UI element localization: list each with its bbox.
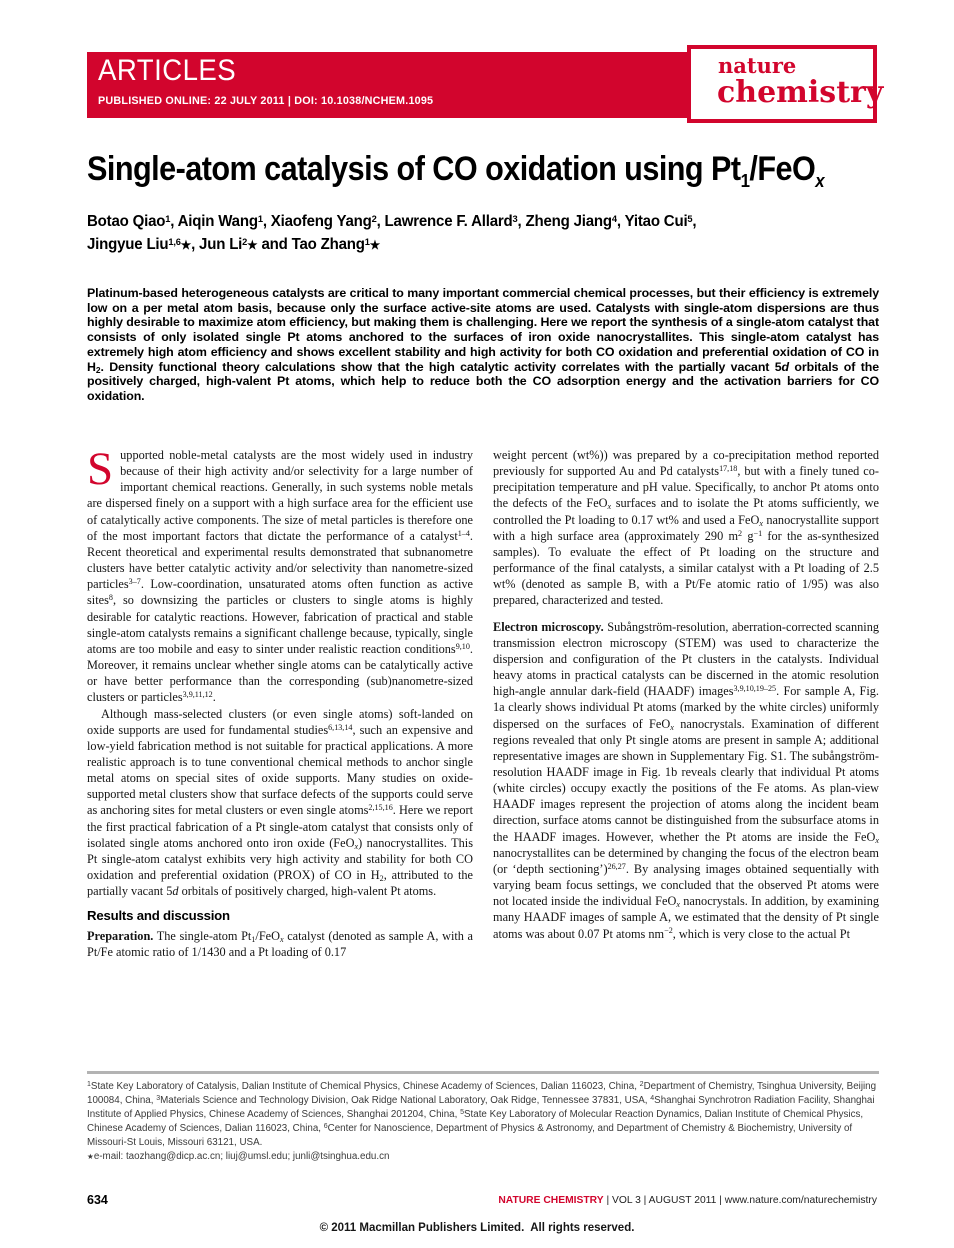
footer-journal-line [498,1195,877,1206]
logo-word-nature: nature [718,53,797,78]
paragraph-electron-microscopy: Electron microscopy. Subångström-resolution, aberration-corrected scanning transmission electron microscopy (STEM) was used to characterize the dispersion and configuration of the Pt clusters in the catalysts. Individual heavy atoms in practical catalysts can be discerned in the atomic resolution high-angle annular dark-field (HAADF) images$^{3,9,10,19-25}$. For sample A, Fig. 1a clearly shows individual Pt atoms (marked by the white circles) uniformly dispersed on the surfaces of FeO$_x$ nanocrystals. Examination of different regions revealed that only Pt single atoms are present in sample A; additional representative images are shown in Supplementary Fig. S1. The subångström-resolution HAADF image in Fig. 1b reveals clearly that individual Pt atoms (white circles) occupy exactly the positions of the Fe atoms. As plan-view HAADF images represent the projection of atoms along the incident beam direction, surface atoms cannot be distinguished from the subsurface atoms in the HAADF images. However, whether the Pt atoms are inside the FeO$_x$ nanocrystallites can be determined by changing the focus of the electron beam (or ‘depth sectioning’)$^{26,27}$. By analysing images obtained sequentially with varying beam focus settings, we concluded that the observed Pt atoms were not located inside the individual FeO$_x$ nanocrystals. In addition, by examining many HAADF images of sample A, we estimated that the density of Pt single atoms was about 0.07 Pt atoms $nm^{-2}$, which is very close to the actual Pt [493,619,879,941]
articles-kicker: ARTICLES [98,54,237,87]
paragraph-intro-text: upported noble-metal catalysts are the most widely used in industry because of their high activity and/or selectivity for a large number of important chemical reactions. Generally, in such systems noble metals are dispersed finely on a support with a high surface area for the efficient use of catalytically active components. The size of metal particles is therefore one of the most important factors that dictate the performance of a catalyst$^{1-4}$. Recent theoretical and experimental results demonstrated that subnanometre clusters have better catalytic activity and/or selectivity than nanometre-sized particles$^{3-7}$. Low-coordination, unsaturated atoms often function as active sites$^8$, so downsizing the particles or clusters to single atoms is highly desirable for catalytic reactions. However, fabrication of practical and stable single-atom catalysts remains a significant challenge because, typically, single atoms are too mobile and easy to sinter under realistic reaction conditions$^{9,10}$. Moreover, it remains unclear whether single atoms can be catalytically active or have better performance than the corresponding (sub)nanometre-sized clusters or particles$^{3,9,11,12}$. [87,448,473,705]
email-links[interactable]: ★e-mail: taozhang@dicp.ac.cn; liuj@umsl.edu; junli@tsinghua.edu.cn [87,1150,390,1162]
body-column-left [87,447,473,960]
nature-chemistry-logo [687,45,884,123]
footer-url[interactable]: www.nature.com/naturechemistry [724,1195,877,1206]
logo-word-chemistry: chemistry [717,75,884,110]
header-band [87,52,687,118]
paragraph-preparation: Preparation. The single-atom $Pt_1/FeO_x$ catalyst (denoted as sample A, with a Pt/Fe atomic ratio of 1/1430 and a Pt loading of 0.17 [87,928,473,959]
drop-cap: S [87,447,114,495]
paragraph-intro [87,447,473,706]
paragraph-although: Although mass-selected clusters (or even single atoms) soft-landed on oxide supports are used for fundamental studies$^{6,13,14}$, such an expensive and low-yield fabrication method is not suitable for practical applications. A more realistic approach is to tune conventional chemical methods to anchor single metal atoms on special sites of oxide supports. Many studies on oxide-supported metal clusters show that surface defects of the supports could serve as anchoring sites for metal clusters or even single atoms$^{2,15,16}$. Here we report the first practical fabrication of a Pt single-atom catalyst that consists only of isolated single atoms anchored onto iron oxide (FeO$_x$) nanocrystallites. This Pt single-atom catalyst exhibits very high activity and stability for both CO oxidation and preferential oxidation (PROX) of CO in $H_2$, attributed to the partially vacant 5d orbitals of positively charged, high-valent Pt atoms. [87,706,473,899]
affiliations: $^1$State Key Laboratory of Catalysis, Dalian Institute of Chemical Physics, Chinese Academy of Sciences, Dalian 116023, China, $^2$Department of Chemistry, Tsinghua University, Beijing 100084, China, $^3$Materials Science and Technology Division, Oak Ridge National Laboratory, Oak Ridge, Tennessee 37831, USA, $^4$Shanghai Synchrotron Radiation Facility, Shanghai Institute of Applied Physics, Chinese Academy of Sciences, Shanghai 201204, China, $^5$State Key Laboratory of Molecular Reaction Dynamics, Dalian Institute of Chemical Physics, Chinese Academy of Sciences, Dalian 116023, China, $^6$Center for Nanoscience, Department of Physics & Astronomy, and Department of Chemistry & Biochemistry, University of Missouri-St Louis, Missouri 63121, USA. [87,1081,877,1148]
article-body [87,447,879,1071]
footer-journal-name: NATURE CHEMISTRY [498,1195,604,1206]
copyright-line: © 2011 Macmillan Publishers Limited. All rights reserved. [319,1222,635,1234]
paragraph-preparation-cont: weight percent (wt%)) was prepared by a co-precipitation method reported previously for supported Au and Pd catalysts$^{17,18}$, but with a finely tuned co-precipitation temperature and pH value. Specifically, to anchor Pt atoms onto the defects of the FeO$_x$ surfaces and to isolate the Pt atoms sufficiently, we controlled the Pt loading to 0.17 wt% and used a FeO$_x$ nanocrystallite support with a high surface area (approximately 290 $m^2$ $g^{-1}$ for the as-synthesized samples). To evaluate the effect of Pt loading on the structure and performance of the final catalysts, a similar catalyst with a Pt loading of 2.5 wt% (denoted as sample B, with a Pt/Fe atomic ratio of 1/95) was also prepared, characterized and tested. [493,448,879,608]
authors-line: Botao Qiao$^1$, Aiqin Wang$^1$, Xiaofeng Yang$^2$, Lawrence F. Allard$^3$, Zheng Jiang$^4$, Yitao Cui$^5$, Jingyue Liu$^{1,6}$★, Jun Li$^2$★ and Tao Zhang$^1$★ [87,213,697,253]
footnote-divider [87,1071,879,1074]
published-doi-line: PUBLISHED ONLINE: 22 JULY 2011 | DOI: 10.1038/NCHEM.1095 [98,95,434,107]
page-title: Single-atom catalysis of CO oxidation using $Pt_1/FeO_x$ [87,150,825,192]
abstract: Platinum-based heterogeneous catalysts are critical to many important commercial chemical processes, but their efficiency is extremely low on a per metal atom basis, because only the surface active-site atoms are used. Catalysts with single-atom dispersions are thus highly desirable to maximize atom efficiency, but making them is challenging. Here we report the synthesis of a single-atom catalyst that consists of only isolated single Pt atoms anchored to the surfaces of iron oxide nanocrystallites. This single-atom catalyst has extremely high atom efficiency and shows excellent stability and high activity for both CO oxidation and preferential oxidation of CO in $H_2$. Density functional theory calculations show that the high catalytic activity correlates with the partially vacant 5d orbitals of the positively charged, high-valent Pt atoms, which help to reduce both the CO adsorption energy and the activation barriers for CO oxidation. [87,286,879,403]
footnotes [87,1080,883,1163]
footer-issue-text: | VOL 3 | AUGUST 2011 | [603,1195,725,1206]
body-column-right [493,447,879,942]
section-heading-results: Results and discussion [87,908,230,924]
page-number: 634 [87,1193,108,1207]
